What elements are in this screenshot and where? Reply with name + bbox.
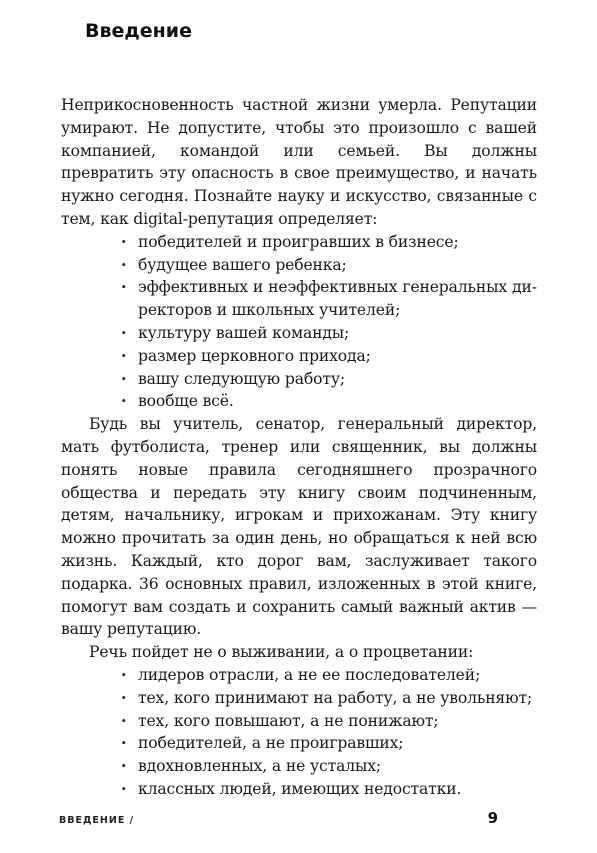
bullet-list-thriving [61,664,537,801]
list-item: · тех, кого повышают, а не понижают; [121,710,537,733]
body-text [61,94,537,801]
list-item: · эффективных и неэффективных генеральных директоров и школьных учителей; [121,276,537,322]
intro-paragraph: Неприкосновенность частной жизни умерла. Репутации умирают. Не допустите, чтобы это произошло с вашей компанией, командой или семьей. Вы должны превратить эту опасность в свое преимущество, и начать нужно сегодня. Познайте науку и искусство, связанные с тем, как digital-репутация определяет: [61,96,537,228]
bullet-list-digital-reputation [61,231,537,413]
list-item: · классных людей, имеющих недостатки. [121,778,537,801]
list-item: · размер церковного прихода; [121,345,537,368]
list-item: · лидеров отрасли, а не ее последователей; [121,664,537,687]
thriving-paragraph: Речь пойдет не о выживании, а о процветании: [89,643,474,662]
list-item: · победителей, а не проигравших; [121,732,537,755]
chapter-title: Введение [85,20,192,42]
list-item: · победителей и проигравших в бизнесе; [121,231,537,254]
list-item: · будущее вашего ребенка; [121,254,537,277]
list-item: · культуру вашей команды; [121,322,537,345]
audience-paragraph: Будь вы учитель, сенатор, генеральный директор, мать футболиста, тренер или священник, вы должны понять новые правила сегодняшнего прозрачного общества и передать эту книгу своим подчиненным, детям, начальнику, игрокам и прихожанам. Эту книгу можно прочитать за один день, но обращаться к ней всю жизнь. Каждый, кто дорог вам, заслуживает такого подарка. 36 основных правил, изложенных в этой книге, помогут вам создать и сохранить самый важный актив — вашу репутацию. [61,415,537,639]
list-item: · вдохновленных, а не усталых; [121,755,537,778]
list-item: · тех, кого принимают на работу, а не увольняют; [121,687,537,710]
page-number: 9 [487,809,498,827]
list-item: · вашу следующую работу; [121,368,537,391]
running-footer-section: ВВЕДЕНИЕ / [59,815,135,826]
list-item: · вообще всё. [121,390,537,413]
